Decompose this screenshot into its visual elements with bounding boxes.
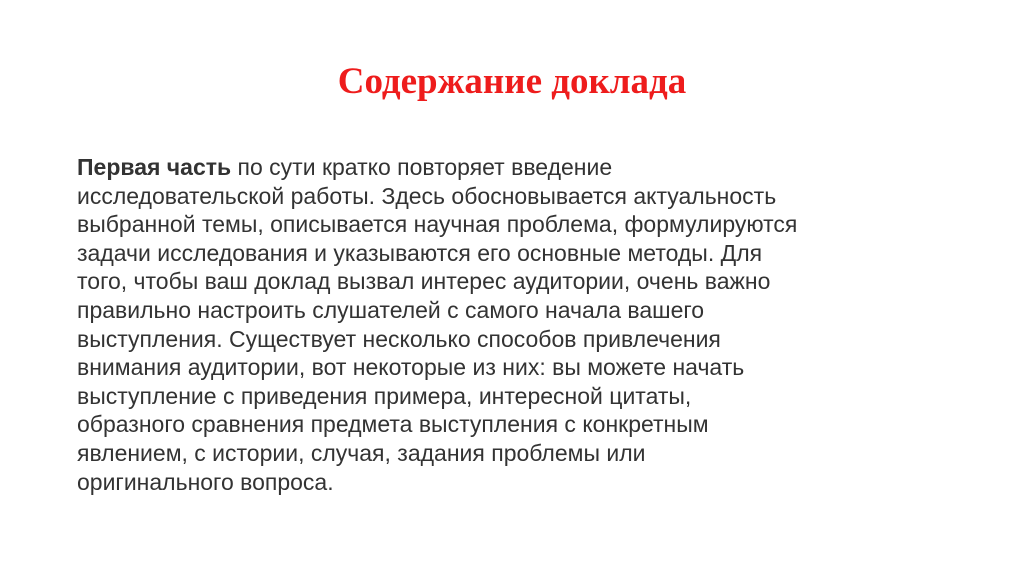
body-line-10: образного сравнения предмета выступления с конкретным — [77, 411, 709, 438]
lead-phrase: Первая часть — [77, 154, 232, 180]
body-line-12: оригинального вопроса. — [77, 468, 334, 495]
body-line-7: выступления. Существует несколько способов привлечения — [77, 325, 721, 352]
body-line-8: внимания аудитории, вот некоторые из них: вы можете начать — [77, 354, 745, 381]
body-line-9: выступление с приведения примера, интересной цитаты, — [77, 382, 692, 409]
body-line-3: выбранной темы, описывается научная проблема, формулируются — [77, 211, 798, 238]
body-line-11: явлением, с истории, случая, задания проблемы или — [77, 439, 646, 466]
body-line-1-text: по сути кратко повторяет введение — [231, 154, 613, 180]
body-line-4: задачи исследования и указываются его основные методы. Для — [77, 239, 763, 266]
body-line-6: правильно настроить слушателей с самого начала вашего — [77, 296, 705, 323]
slide-title: Содержание доклада — [337, 61, 687, 102]
body-line-5: того, чтобы ваш доклад вызвал интерес аудитории, очень важно — [77, 268, 771, 295]
body-line-2: исследовательской работы. Здесь обосновывается актуальность — [77, 182, 777, 209]
body-line-1 — [77, 153, 957, 182]
slide-body — [77, 153, 957, 496]
